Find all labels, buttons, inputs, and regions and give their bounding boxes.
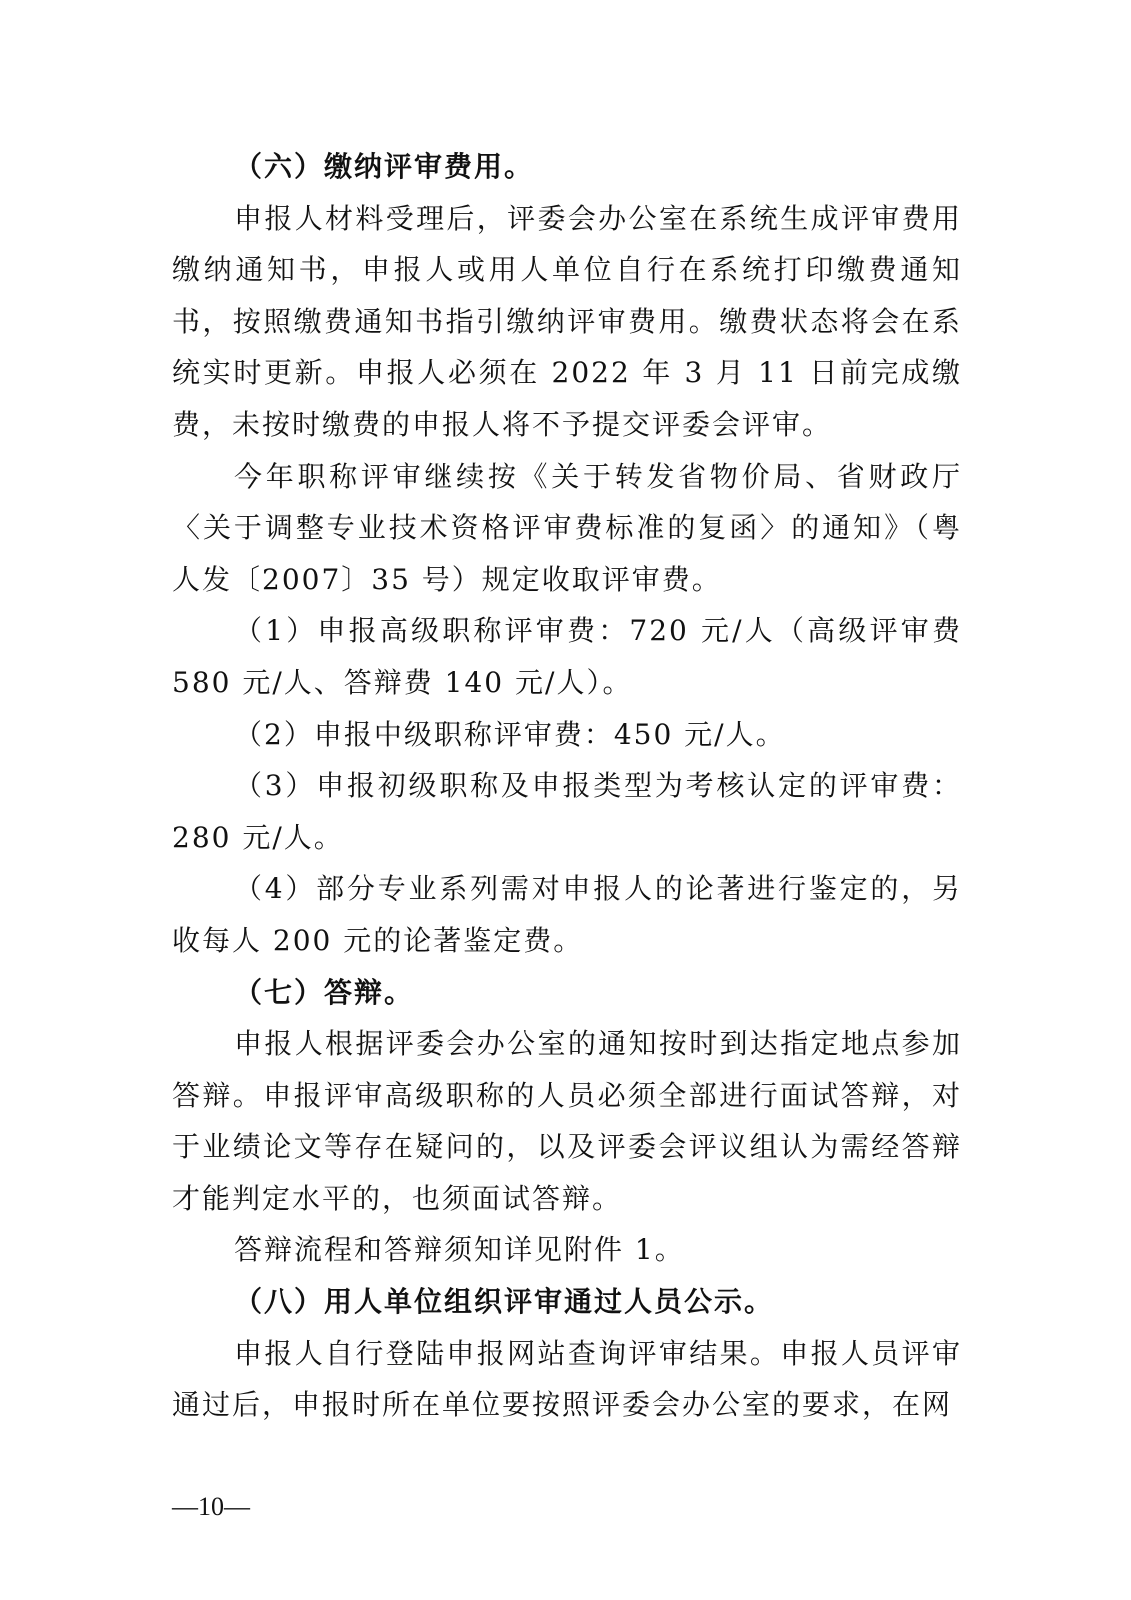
section-heading-eight: （八）用人单位组织评审通过人员公示。 <box>234 1285 775 1319</box>
fee-item-junior: （3）申报初级职称及申报类型为考核认定的评审费：280 元/人。 <box>172 769 962 854</box>
paragraph-fee-policy: 今年职称评审继续按《关于转发省物价局、省财政厅〈关于调整专业技术资格评审费标准的复函〉的通知》（粤人发〔2007〕35 号）规定收取评审费。 <box>172 459 962 596</box>
section-heading-seven: （七）答辩。 <box>234 975 415 1009</box>
fee-item-appraisal: （4）部分专业系列需对申报人的论著进行鉴定的，另收每人 200 元的论著鉴定费。 <box>172 872 962 957</box>
paragraph-results: 申报人自行登陆申报网站查询评审结果。申报人员评审通过后，申报时所在单位要按照评委会办公室的要求，在网 <box>172 1336 962 1422</box>
fee-item-intermediate: （2）申报中级职称评审费：450 元/人。 <box>234 717 786 751</box>
paragraph-fee-payment: 申报人材料受理后，评委会办公室在系统生成评审费用缴纳通知书，申报人或用人单位自行在系统打印缴费通知书，按照缴费通知书指引缴纳评审费用。缴费状态将会在系统实时更新。申报人必须在 2022 年 3 月 11 日前完成缴费，未按时缴费的申报人将不予提交评委会评审。 <box>172 201 962 441</box>
page-number: —10— <box>172 1492 250 1521</box>
document-body <box>172 141 962 1431</box>
section-heading-six: （六）缴纳评审费用。 <box>234 150 535 183</box>
paragraph-defense: 申报人根据评委会办公室的通知按时到达指定地点参加答辩。申报评审高级职称的人员必须全部进行面试答辩，对于业绩论文等存在疑问的，以及评委会评议组认为需经答辩才能判定水平的，也须面试答辩。 <box>172 1027 962 1215</box>
fee-item-senior: （1）申报高级职称评审费：720 元/人（高级评审费 580 元/人、答辩费 140 元/人）。 <box>172 614 962 699</box>
paragraph-defense-attachment: 答辩流程和答辩须知详见附件 1。 <box>234 1233 685 1267</box>
